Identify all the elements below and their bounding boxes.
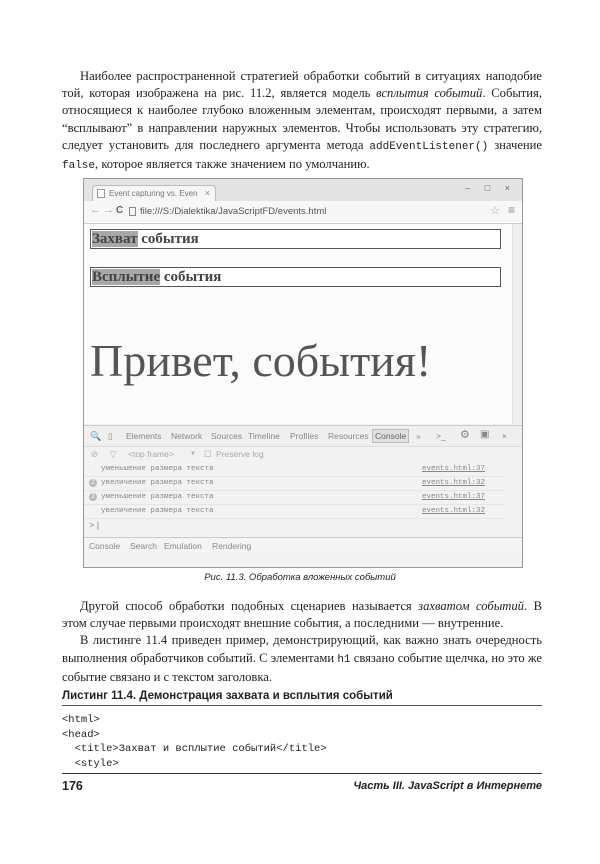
body-text: . В этом случае первыми происходят внешние события, а последними — внутренние. [62, 599, 542, 631]
code-false: false [62, 160, 96, 173]
code-addeventlistener: addEventListener() [369, 140, 489, 153]
tab-strip [84, 179, 522, 201]
address-bar [84, 201, 522, 224]
tab-title: Event capturing vs. Even [109, 189, 198, 198]
star-icon[interactable]: ☆ [490, 205, 500, 217]
code-line: <head> [62, 728, 100, 741]
listing-title: Листинг 11.4. Демонстрация захвата и всплытия событий [62, 690, 542, 706]
chevron-down-icon[interactable]: ▼ [190, 451, 196, 457]
console-row [84, 491, 504, 505]
log-message: уменьшение размера текста [101, 493, 214, 501]
log-message: увеличение размера текста [101, 479, 214, 487]
repeat-count-badge: 2 [89, 479, 97, 487]
url-input[interactable]: file:///S:/Dialektika/JavaScriptFD/events.html [140, 206, 327, 217]
device-icon[interactable]: ▯ [108, 431, 113, 441]
tab-profiles[interactable]: Profiles [290, 431, 319, 441]
back-icon[interactable]: ← [90, 204, 101, 216]
bubble-rest: события [160, 269, 222, 285]
tab-sources[interactable]: Sources [211, 431, 243, 441]
log-source-link[interactable]: events.html:32 [422, 507, 486, 515]
page-scrollbar[interactable] [512, 224, 522, 424]
figure-caption: Рис. 11.3. Обработка вложенных событий [204, 572, 396, 583]
devtools-toolbar [84, 425, 522, 447]
gear-icon[interactable]: ⚙ [460, 429, 470, 441]
clear-console-icon[interactable]: ⊘ [91, 449, 99, 459]
footer-rule [62, 773, 542, 774]
console-row [84, 477, 504, 491]
inspect-icon[interactable]: 🔍 [90, 431, 102, 441]
browser-screenshot [83, 178, 523, 568]
body-text: В листинге 11.4 приведен пример, демонстрирующий, как важно знать очередность выполнения обработчиков событий. С элементами [62, 633, 542, 665]
log-message: уменьшение размера текста [101, 465, 214, 473]
code-line: <title>Захват и всплытие событий</title> [62, 743, 327, 755]
filter-icon[interactable]: ▽ [110, 449, 117, 459]
body-text: Другой способ обработки подобных сценариев называется [80, 599, 419, 613]
tab-resources[interactable]: Resources [328, 431, 369, 441]
console-drawer-icon[interactable]: >_ [436, 431, 446, 441]
log-source-link[interactable]: events.html:37 [422, 465, 486, 473]
intro-text: значение [488, 137, 542, 152]
close-tab-icon[interactable]: × [204, 188, 210, 198]
drawer-tab-console[interactable]: Console [89, 541, 121, 551]
close-devtools-icon[interactable]: × [502, 431, 507, 441]
code-line: <style> [62, 757, 119, 770]
tab-network[interactable]: Network [171, 431, 203, 441]
page-viewport [84, 224, 512, 424]
page-number: 176 [62, 779, 83, 793]
intro-text: Наиболее распространенной стратегией обработки событий в ситуациях наподобие той, которая изображена на рис. 11.2, является модель [62, 69, 542, 101]
file-icon [129, 207, 136, 216]
code-line: <html> [62, 714, 100, 726]
term-capturing: захватом событий [418, 599, 524, 613]
drawer-tab-emulation[interactable]: Emulation [164, 541, 202, 551]
capture-rest: события [137, 231, 199, 247]
reload-icon[interactable]: C [116, 205, 124, 216]
intro-text: . События, относящиеся к наиболее глубоко вложенным элементам, происходят первыми, а затем “всплывают” в направлении наружных элементов. Чтобы использовать эту стратегию, следует установить для последнего аргумента метода [62, 86, 542, 152]
bubble-heading[interactable] [90, 267, 501, 287]
tab-console[interactable]: Console [372, 429, 409, 443]
term-bubbling: всплытия событий [376, 86, 483, 101]
preserve-log-label: Preserve log [216, 449, 264, 459]
log-source-link[interactable]: events.html:32 [422, 479, 486, 487]
capture-word[interactable]: Захват [92, 231, 138, 247]
body-paragraphs [62, 598, 542, 686]
body-text: связано событие щелчка, но это же событие связано и с текстом заголовка. [62, 650, 542, 684]
intro-text: , которое является также значением по умолчанию. [95, 157, 370, 172]
forward-icon[interactable]: → [103, 204, 114, 216]
code-listing [62, 713, 327, 771]
drawer-tabs [84, 537, 522, 554]
log-source-link[interactable]: events.html:37 [422, 493, 486, 501]
window-controls[interactable]: – □ × [465, 183, 516, 193]
tab-timeline[interactable]: Timeline [248, 431, 280, 441]
menu-icon[interactable]: ≡ [507, 203, 515, 217]
repeat-count-badge: 2 [89, 493, 97, 501]
console-filter-bar [84, 446, 522, 462]
bubble-word[interactable]: Всплытие [92, 269, 161, 285]
tab-elements[interactable]: Elements [126, 431, 162, 441]
drawer-tab-search[interactable]: Search [130, 541, 157, 551]
console-input[interactable]: > | [89, 520, 100, 530]
intro-paragraph [62, 68, 542, 175]
console-row [84, 463, 504, 477]
greeting-heading[interactable]: Привет, события! [90, 335, 432, 386]
drawer-tab-rendering[interactable]: Rendering [212, 541, 252, 551]
running-footer: Часть III. JavaScript в Интернете [353, 780, 542, 792]
log-message: увеличение размера текста [101, 507, 214, 515]
page-icon [97, 189, 105, 198]
frame-select[interactable]: <top frame> [128, 449, 174, 459]
preserve-log-checkbox[interactable]: ☐ [204, 449, 212, 459]
console-row [84, 505, 504, 519]
capture-heading[interactable] [90, 229, 501, 249]
more-tabs-icon[interactable]: » [416, 431, 421, 441]
browser-tab[interactable] [92, 185, 216, 201]
dock-icon[interactable]: ▣ [480, 429, 490, 440]
code-h1: h1 [337, 653, 351, 666]
